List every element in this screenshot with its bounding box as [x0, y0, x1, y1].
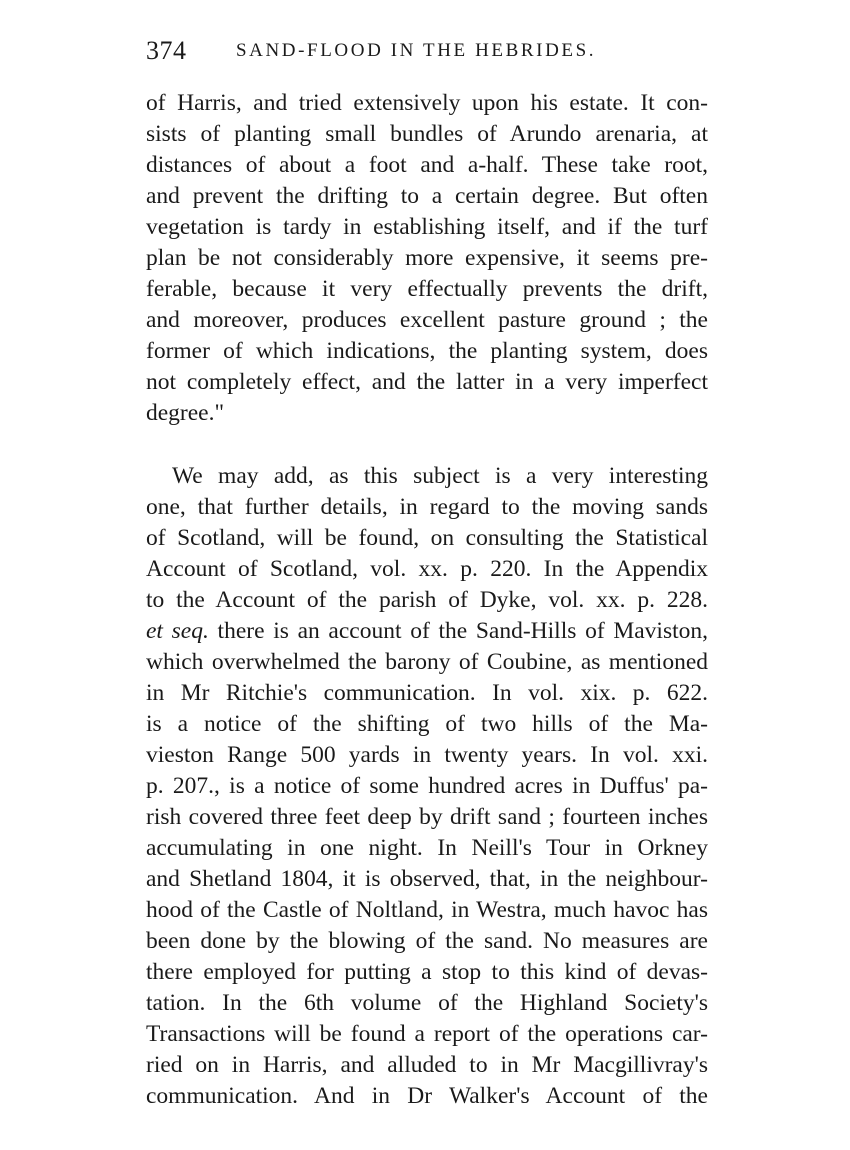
text-line: one, that further details, in regard to the moving sands [146, 494, 708, 520]
text-line: distances of about a foot and a-half. These take root, [146, 152, 708, 178]
text-line: there employed for putting a stop to this kind of devas- [146, 959, 708, 985]
text-line: which overwhelmed the barony of Coubine, as mentioned [146, 649, 708, 675]
text-line: in Mr Ritchie's communication. In vol. xix. p. 622. [146, 680, 708, 706]
text-line: ried on in Harris, and alluded to in Mr Macgillivray's [146, 1052, 708, 1078]
text-line: ferable, because it very effectually prevents the drift, [146, 276, 708, 302]
text-line [146, 616, 708, 647]
text-line: p. 207., is a notice of some hundred acres in Duffus' pa- [146, 773, 708, 799]
text-line: not completely effect, and the latter in a very imperfect [146, 369, 708, 395]
text-line: degree." [146, 400, 225, 426]
text-line: sists of planting small bundles of Arundo arenaria, at [146, 121, 708, 147]
text-line: is a notice of the shifting of two hills of the Ma- [146, 711, 708, 737]
text-line: to the Account of the parish of Dyke, vol. xx. p. 228. [146, 587, 708, 613]
text-line: of Scotland, will be found, on consulting the Statistical [146, 525, 708, 551]
text-span: there is an account of the Sand-Hills of Maviston, [208, 618, 708, 644]
text-line: hood of the Castle of Noltland, in Westra, much havoc has [146, 897, 708, 923]
italic-text: et seq. [146, 618, 209, 644]
text-line: and moreover, produces excellent pasture ground ; the [146, 307, 708, 333]
text-line: tation. In the 6th volume of the Highland Society's [146, 990, 708, 1016]
running-title: SAND-FLOOD IN THE HEBRIDES. [236, 40, 597, 61]
text-line: vieston Range 500 yards in twenty years. In vol. xxi. [146, 742, 708, 768]
text-line: communication. And in Dr Walker's Account of the [146, 1083, 708, 1109]
page-number: 374 [146, 36, 187, 65]
text-line: Account of Scotland, vol. xx. p. 220. In the Appendix [146, 556, 708, 582]
text-line: accumulating in one night. In Neill's Tour in Orkney [146, 835, 708, 861]
text-line: plan be not considerably more expensive, it seems pre- [146, 245, 708, 271]
text-line: We may add, as this subject is a very interesting [172, 463, 708, 489]
text-line: been done by the blowing of the sand. No measures are [146, 928, 708, 954]
text-line: Transactions will be found a report of the operations car- [146, 1021, 708, 1047]
text-line: and prevent the drifting to a certain degree. But often [146, 183, 708, 209]
text-line: of Harris, and tried extensively upon his estate. It con- [146, 90, 708, 116]
text-line: vegetation is tardy in establishing itself, and if the turf [146, 214, 708, 240]
text-line: and Shetland 1804, it is observed, that, in the neighbour- [146, 866, 708, 892]
running-head [146, 36, 716, 68]
text-line: rish covered three feet deep by drift sand ; fourteen inches [146, 804, 708, 830]
text-line: former of which indications, the planting system, does [146, 338, 708, 364]
